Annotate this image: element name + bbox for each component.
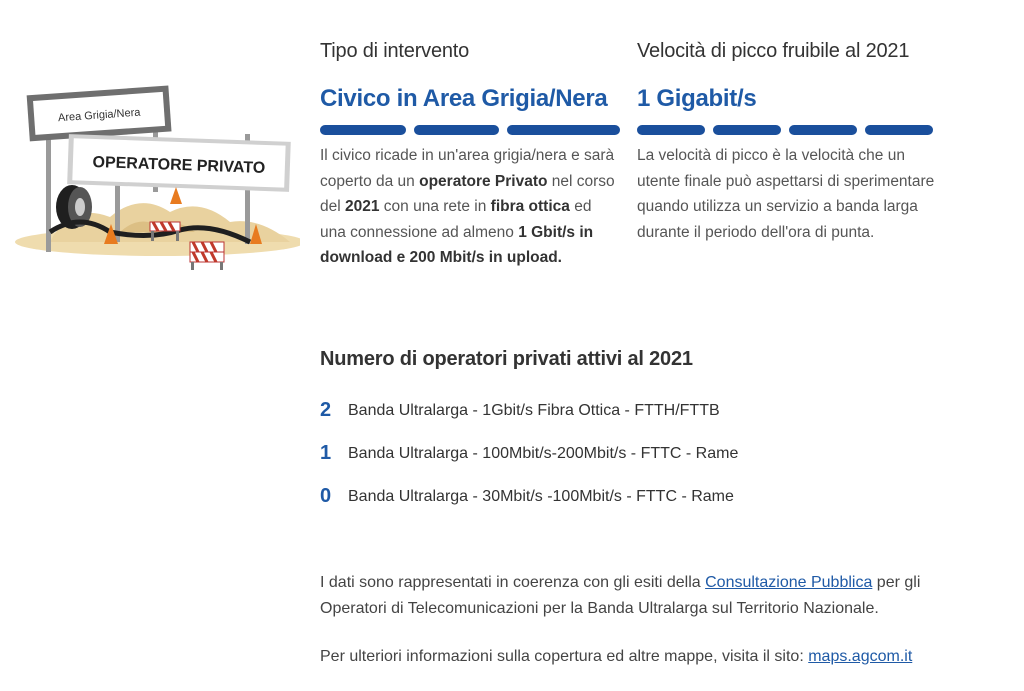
speed-value: 1 Gigabit/s [637,85,757,112]
note-text: per gli Operatori di Telecomunicazioni per la Banda Ultralarga sul Territorio Nazionale. [320,574,921,617]
note-text: Per ulteriori informazioni sulla copertura ed altre mappe, visita il sito: [320,648,809,665]
operators-title: Numero di operatori privati attivi al 2021 [320,348,693,370]
level-bar [507,125,620,135]
level-bar [414,125,500,135]
intervention-heading: Tipo di intervento [320,40,470,62]
level-bar [320,125,406,135]
description-emphasis: fibra ottica [490,198,570,215]
speed-panel [637,40,937,245]
data-note [320,570,960,622]
list-item [320,475,960,518]
description-emphasis: operatore Privato [419,172,548,190]
intervention-level-bars [320,125,620,135]
description-text: Il civico ricade in un'area grigia/nera e sarà coperto da un [320,147,615,190]
info-note [320,644,960,670]
operators-list [320,389,960,518]
operators-section [320,348,960,518]
operator-count: 0 [320,485,332,507]
level-bar [865,125,933,135]
level-bar [713,125,781,135]
construction-illustration [10,82,300,282]
level-bar [637,125,705,135]
operator-label: Banda Ultralarga - 30Mbit/s -100Mbit/s - FTTC - Rame [348,487,734,505]
operator-count: 2 [320,399,332,421]
list-item [320,389,960,432]
description-text: ed una connessione ad almeno [320,198,592,241]
small-sign-label: Area Grigia/Nera [57,106,141,125]
speed-level-bars [637,125,937,135]
description-emphasis: 2021 [345,198,380,215]
consultation-link[interactable]: Consultazione Pubblica [705,574,873,591]
agcom-maps-link[interactable]: maps.agcom.it [808,648,913,665]
description-text: nel corso del [320,172,615,215]
big-sign-label: OPERATORE PRIVATO [92,153,266,177]
note-text: I dati sono rappresentati in coerenza con gli esiti della [320,574,706,591]
operator-label: Banda Ultralarga - 100Mbit/s-200Mbit/s - FTTC - Rame [348,444,739,462]
speed-description: La velocità di picco è la velocità che un utente finale può aspettarsi di sperimentare quando utilizza un servizio a banda larga durante il periodo dell'ora di punta. [637,147,935,241]
operator-count: 1 [320,442,332,464]
intervention-description [320,143,620,271]
intervention-panel [320,40,620,271]
level-bar [789,125,857,135]
intervention-value: Civico in Area Grigia/Nera [320,85,608,112]
operator-label: Banda Ultralarga - 1Gbit/s Fibra Ottica - FTTH/FTTB [348,401,720,419]
list-item [320,432,960,475]
description-emphasis: 1 Gbit/s in download e 200 Mbit/s in upload. [320,223,594,266]
description-text: con una rete in [379,198,491,215]
speed-heading: Velocità di picco fruibile al 2021 [637,40,910,62]
